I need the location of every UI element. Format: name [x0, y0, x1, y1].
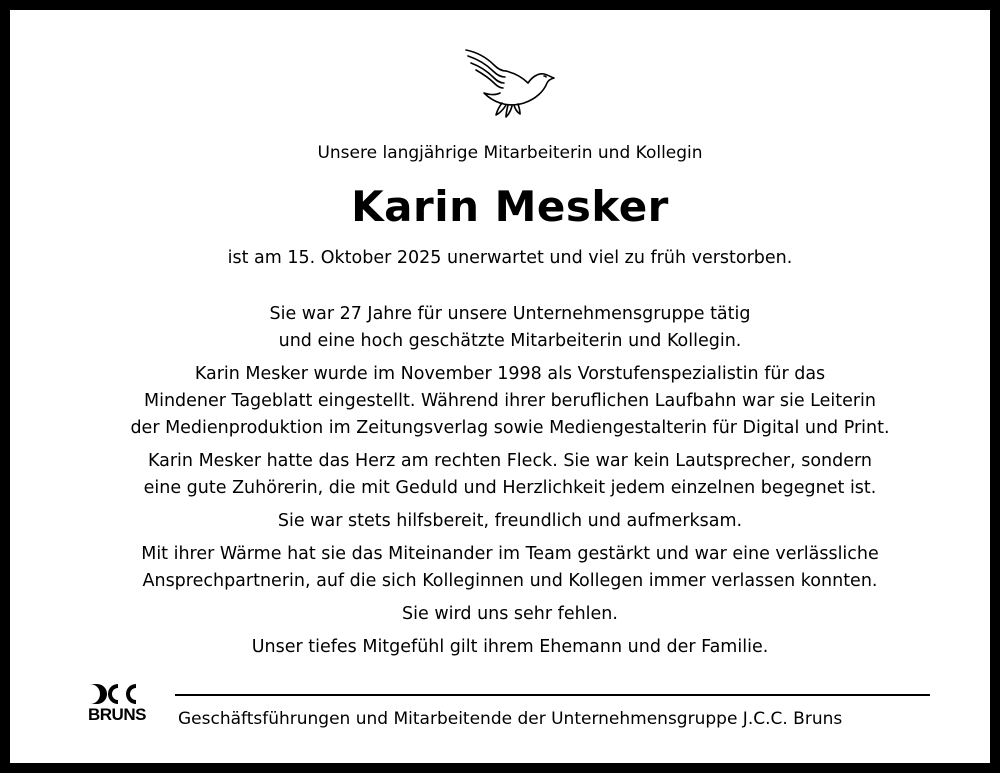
- bruns-logo-mark: [88, 682, 144, 706]
- dove-icon: [462, 47, 558, 119]
- tribute-text: [10, 301, 1000, 667]
- deceased-name: Karin Mesker: [351, 182, 669, 231]
- death-announcement: ist am 15. Oktober 2025 unerwartet und viel zu früh verstorben.: [227, 248, 793, 268]
- paragraph-career: Karin Mesker wurde im November 1998 als Vorstufenspezialistin für das Mindener Tageblatt eingestellt. Während ihrer beruflichen Laufbahn war sie Leiterin der Medienproduktion im Zeitungsverlag sowie Mediengestalterin für Digital und Print.: [130, 364, 890, 438]
- paragraph-condolence: Unser tiefes Mitgefühl gilt ihrem Ehemann und der Familie.: [251, 637, 769, 657]
- intro-line: Unsere langjährige Mitarbeiterin und Kollegin: [317, 143, 703, 163]
- logo-text: BRUNS: [88, 705, 146, 724]
- bruns-logo: [88, 682, 152, 724]
- paragraph-missed: Sie wird uns sehr fehlen.: [402, 604, 618, 624]
- paragraph-helpful: Sie war stets hilfsbereit, freundlich und aufmerksam.: [277, 511, 743, 531]
- signature-line: Geschäftsführungen und Mitarbeitende der Unternehmensgruppe J.C.C. Bruns: [178, 709, 843, 729]
- signature-divider: [175, 694, 930, 696]
- paragraph-warmth: Mit ihrer Wärme hat sie das Miteinander im Team gestärkt und war eine verlässliche Ansprechpartnerin, auf die sich Kolleginnen und Kollegen immer verlassen konnten.: [141, 544, 879, 591]
- paragraph-character: Karin Mesker hatte das Herz am rechten Fleck. Sie war kein Lautsprecher, sondern eine gute Zuhörerin, die mit Geduld und Herzlichkeit jedem einzelnen begegnet ist.: [143, 451, 877, 498]
- paragraph-tenure: Sie war 27 Jahre für unsere Unternehmensgruppe tätig und eine hoch geschätzte Mitarbeiterin und Kollegin.: [269, 304, 751, 351]
